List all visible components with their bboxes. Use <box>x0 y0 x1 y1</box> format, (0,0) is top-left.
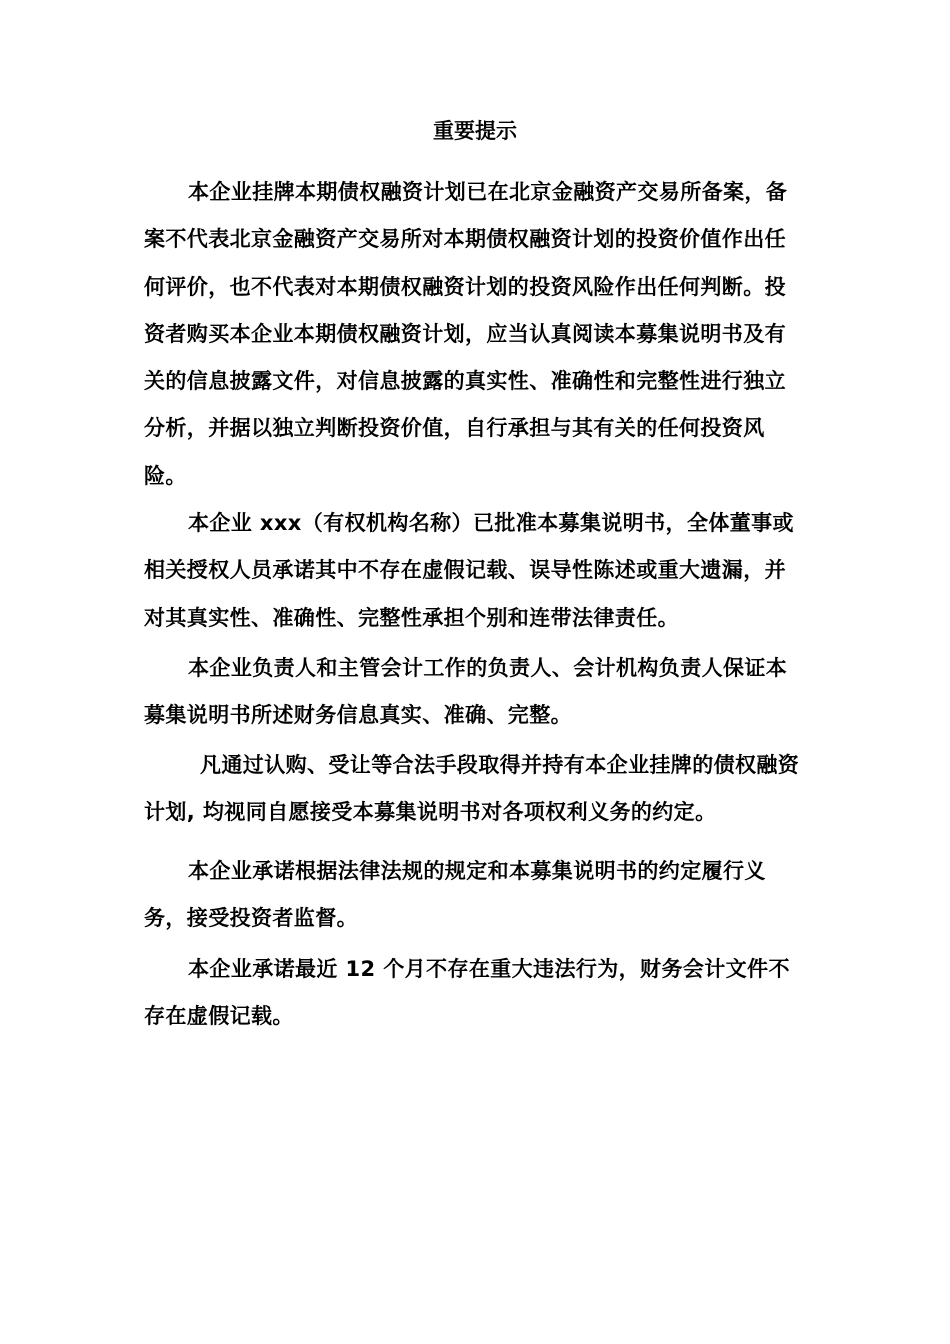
page-title: 重要提示 <box>433 119 517 143</box>
paragraph-acceptance-clause: 凡通过认购、受让等合法手段取得并持有本企业挂牌的债权融资计划, 均视同自愿接受本募集说明书对各项权利义务的约定。 <box>144 753 800 825</box>
paragraph-filing-notice: 本企业挂牌本期债权融资计划已在北京金融资产交易所备案，备案不代表北京金融资产交易所对本期债权融资计划的投资价值作出任何评价，也不代表对本期债权融资计划的投资风险作出任何判断。投资者购买本企业本期债权融资计划，应当认真阅读本募集说明书及有关的信息披露文件，对信息披露的真实性、准确性和完整性进行独立分析，并据以独立判断投资价值，自行承担与其有关的任何投资风险。 <box>144 180 788 488</box>
paragraph-approval-statement: 本企业 xxx（有权机构名称）已批准本募集说明书，全体董事或相关授权人员承诺其中不存在虚假记载、误导性陈述或重大遗漏，并对其真实性、准确性、完整性承担个别和连带法律责任。 <box>144 511 794 630</box>
paragraph-compliance-commitment: 本企业承诺最近 12 个月不存在重大违法行为，财务会计文件不存在虚假记载。 <box>144 957 790 1029</box>
paragraph-financial-guarantee: 本企业负责人和主管会计工作的负责人、会计机构负责人保证本募集说明书所述财务信息真实、准确、完整。 <box>144 656 788 728</box>
paragraph-obligation-commitment: 本企业承诺根据法律法规的规定和本募集说明书的约定履行义务，接受投资者监督。 <box>144 859 766 931</box>
